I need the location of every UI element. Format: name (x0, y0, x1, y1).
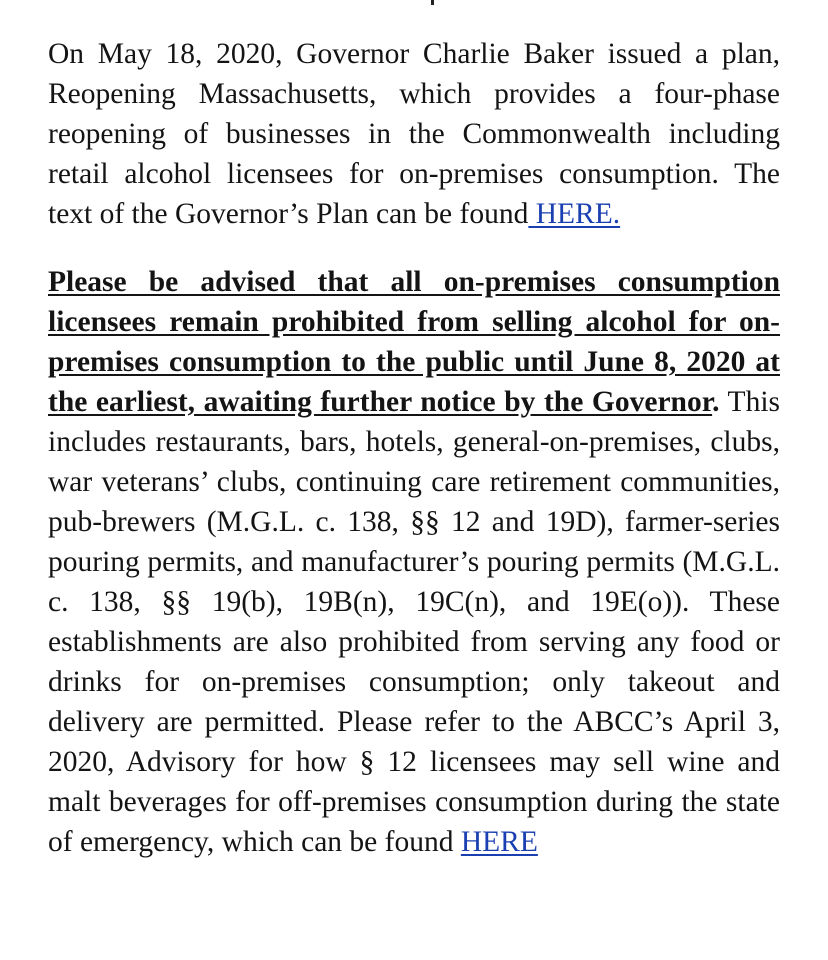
reopening-plan-paragraph (48, 34, 780, 234)
governor-plan-link[interactable]: HERE. (528, 198, 621, 230)
advisory-document (48, 34, 780, 862)
prohibition-paragraph (48, 262, 780, 862)
prohibition-notice-period: . (712, 386, 720, 418)
licensee-types-text: This includes restaurants, bars, hotels, general-on-premises, clubs, war veterans’ clubs, continuing care retirement communities, pub-brewers (M.G.L. c. 138, §§ 12 and 19D), farmer-series pouring permits, and manufacturer’s pouring permits (M.G.L. c. 138, §§ 19(b), 19B(n), 19C(n), and 19E(o)). These establishments are also prohibited from serving any food or drinks for on-premises consumption; only takeout and delivery are permitted. Please refer to the ABCC’s April 3, 2020, Advisory for how § 12 licensees may sell wine and malt beverages for off-premises consumption during the state of emergency, which can be found (48, 386, 780, 858)
top-cut-mark (431, 0, 434, 5)
reopening-plan-text: On May 18, 2020, Governor Charlie Baker issued a plan, Reopening Massachusetts, which provides a four-phase reopening of businesses in the Commonwealth including retail alcohol licensees for on-premises consumption. The text of the Governor’s Plan can be found (48, 38, 780, 230)
prohibition-notice: Please be advised that all on-premises consumption licensees remain prohibited from selling alcohol for on-premises consumption to the public until June 8, 2020 at the earliest, awaiting further notice by the Governor (48, 266, 780, 418)
abcc-advisory-link[interactable]: HERE (460, 826, 538, 858)
